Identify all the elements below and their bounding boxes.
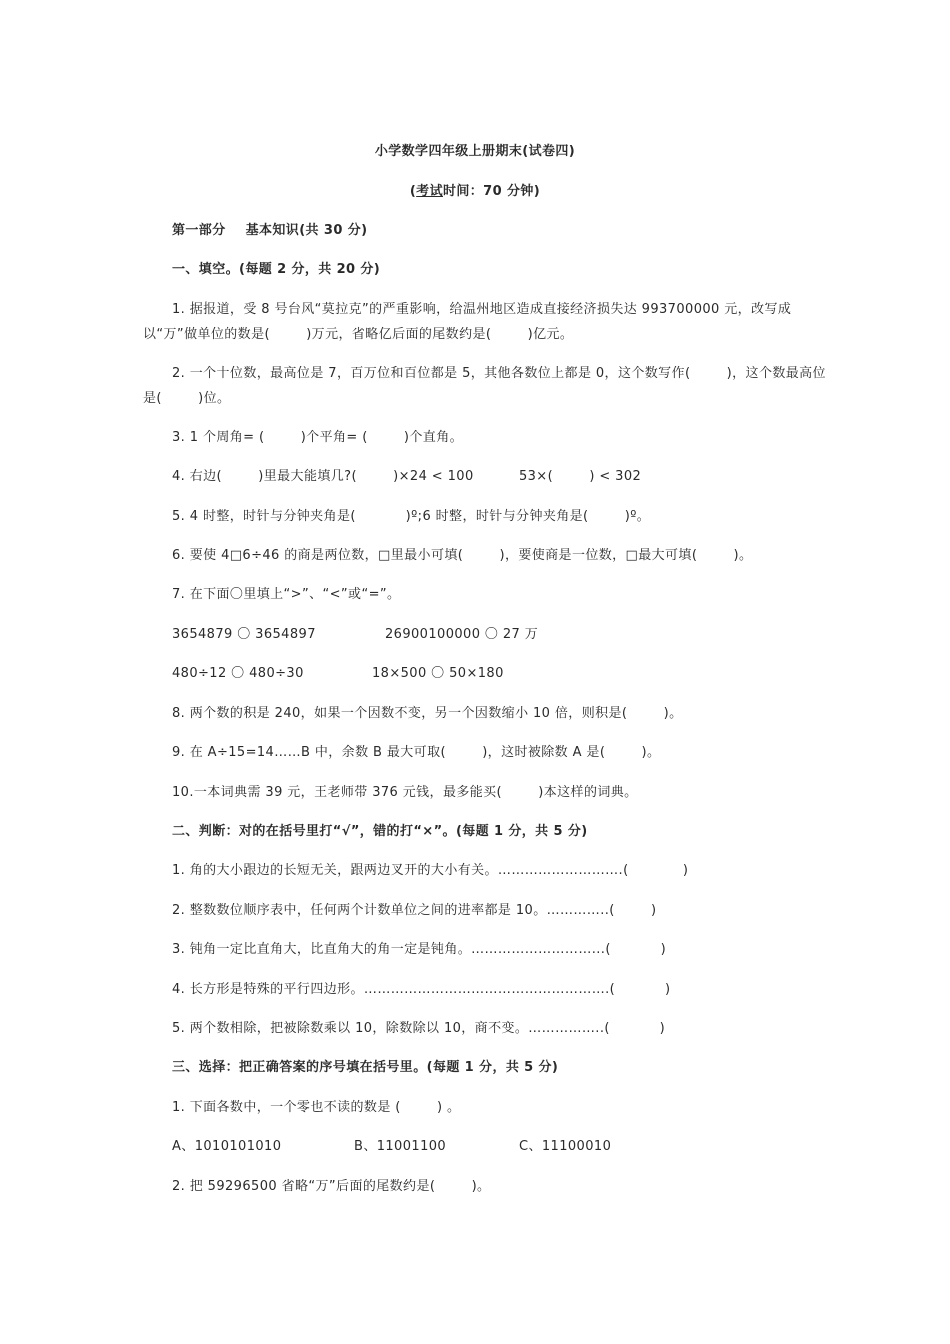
s3-q2: 2. 把 59296500 省略“万”后面的尾数约是( )。 — [172, 1179, 491, 1194]
s1-q9: 9. 在 A÷15=14……B 中，余数 B 最大可取( )，这时被除数 A 是( )。 — [172, 745, 661, 760]
s2-q1: 1. 角的大小跟边的长短无关，跟两边叉开的大小有关。……………………….( ) — [172, 863, 689, 878]
s1-q8: 8. 两个数的积是 240，如果一个因数不变，另一个因数缩小 10 倍，则积是( )。 — [172, 706, 683, 721]
s1-q6: 6. 要使 4□6÷46 的商是两位数，□里最小可填( )，要使商是一位数，□最大可填( )。 — [172, 548, 753, 563]
s1-q2-line2: 是( )位。 — [143, 391, 231, 406]
s2-q5: 5. 两个数相除，把被除数乘以 10，除数除以 10，商不变。……………..( ) — [172, 1021, 666, 1036]
subtitle-rest: 时间：70 分钟) — [442, 184, 541, 199]
s3-q1: 1. 下面各数中，一个零也不读的数是 ( ) 。 — [172, 1100, 461, 1115]
s1-q2-line1: 2. 一个十位数，最高位是 7，百万位和百位都是 5，其他各数位上都是 0，这个数写作( )，这个数最高位 — [172, 366, 826, 381]
section1-heading: 一、填空。(每题 2 分，共 20 分) — [172, 262, 381, 277]
s1-q1-line1: 1. 据报道，受 8 号台风“莫拉克”的严重影响，给温州地区造成直接经济损失达 993700000 元，改写成 — [172, 302, 792, 317]
s1-q10: 10.一本词典需 39 元，王老师带 376 元钱，最多能买( )本这样的词典。 — [172, 785, 638, 800]
part1-heading — [172, 223, 367, 239]
s2-q2: 2. 整数数位顺序表中，任何两个计数单位之间的进率都是 10。…………..( ) — [172, 903, 657, 918]
s3-q1-option-a: A、1010101010 — [172, 1139, 282, 1154]
exam-title: 小学数学四年级上册期末(试卷四) — [374, 144, 576, 159]
exam-subtitle — [0, 184, 950, 200]
s1-q1-line2: 以“万”做单位的数是( )万元，省略亿后面的尾数约是( )亿元。 — [143, 327, 574, 342]
subtitle-open: ( — [409, 184, 417, 199]
s1-q4: 4. 右边( )里最大能填几?( )×24 < 100 53×( ) < 302 — [172, 469, 642, 484]
part1-label: 第一部分 — [172, 223, 226, 238]
s1-q5: 5. 4 时整，时针与分钟夹角是( )º;6 时整，时针与分钟夹角是( )º。 — [172, 509, 651, 524]
s1-q7: 7. 在下面〇里填上“>”、“<”或“=”。 — [172, 587, 401, 602]
s2-q3: 3. 钝角一定比直角大，比直角大的角一定是钝角。………………………...( ) — [172, 942, 667, 957]
subtitle-kaoshi: 考试 — [416, 184, 443, 199]
s2-q4: 4. 长方形是特殊的平行四边形。……………………………………………….( ) — [172, 982, 671, 997]
s1-q3: 3. 1 个周角= ( )个平角= ( )个直角。 — [172, 430, 463, 445]
section2-heading: 二、判断：对的在括号里打“√”，错的打“×”。(每题 1 分，共 5 分) — [172, 824, 588, 839]
s1-q7-row2-a: 480÷12 〇 480÷30 — [172, 666, 304, 681]
section3-heading: 三、选择：把正确答案的序号填在括号里。(每题 1 分，共 5 分) — [172, 1060, 559, 1075]
s3-q1-option-c: C、11100010 — [519, 1139, 612, 1154]
s1-q7-row2-b: 18×500 〇 50×180 — [372, 666, 504, 681]
s1-q7-row1-b: 26900100000 〇 27 万 — [385, 627, 539, 642]
s1-q7-row1-a: 3654879 〇 3654897 — [172, 627, 316, 642]
part1-name: 基本知识(共 30 分) — [245, 223, 368, 238]
s3-q1-option-b: B、11001100 — [354, 1139, 447, 1154]
